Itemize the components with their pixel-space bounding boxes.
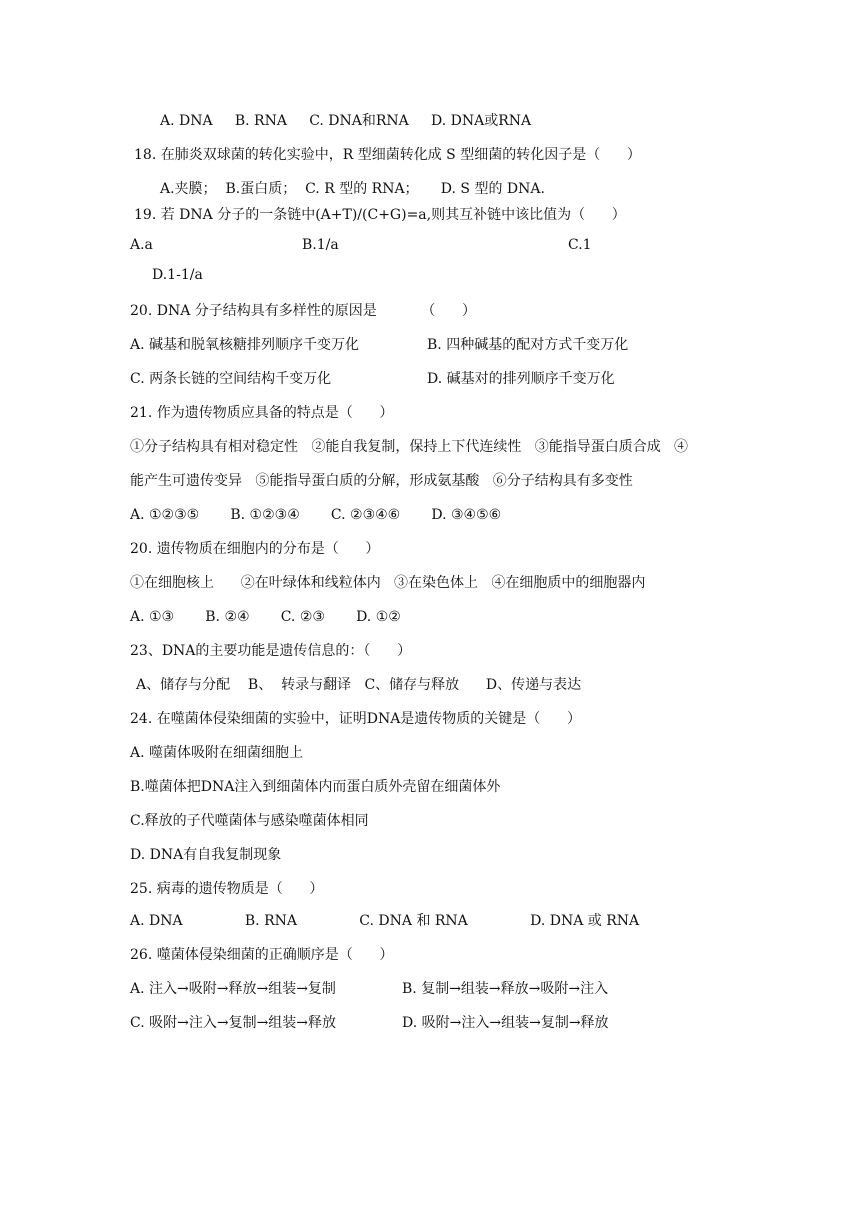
q18-options: A.夹膜； B.蛋白质； C. R 型的 RNA； D. S 型的 DNA. (160, 181, 545, 197)
q21-items-line1: ①分子结构具有相对稳定性 ②能自我复制，保持上下代连续性 ③能指导蛋白质合成 ④ (130, 439, 689, 455)
q18-stem: 18. 在肺炎双球菌的转化实验中，R 型细菌转化成 S 型细菌的转化因子是（ ） (134, 147, 641, 163)
q23-options: A、储存与分配 B、 转录与翻译 C、储存与释放 D、传递与表达 (136, 677, 582, 693)
q17-options: A. DNA B. RNA C. DNA和RNA D. DNA或RNA (160, 113, 532, 129)
q21-stem: 21. 作为遗传物质应具备的特点是（ ） (130, 405, 394, 421)
q21-items-line2: 能产生可遗传变异 ⑤能指导蛋白质的分解，形成氨基酸 ⑥分子结构具有多变性 (130, 473, 633, 489)
q26-option-b: B. 复制→组装→释放→吸附→注入 (402, 981, 609, 997)
q24-stem: 24. 在噬菌体侵染细菌的实验中，证明DNA是遗传物质的关键是（ ） (130, 711, 581, 727)
q21-options: A. ①②③⑤ B. ①②③④ C. ②③④⑥ D. ③④⑤⑥ (130, 507, 502, 523)
q20-option-a: A. 碱基和脱氧核糖排列顺序千变万化 (130, 337, 360, 353)
q19-option-a: A.a (130, 237, 153, 253)
q20-option-c: C. 两条长链的空间结构千变万化 (130, 371, 332, 387)
q24-option-b: B.噬菌体把DNA注入到细菌体内而蛋白质外壳留在细菌体外 (130, 779, 501, 795)
q26-option-d: D. 吸附→注入→组装→复制→释放 (402, 1015, 609, 1031)
q26-option-c: C. 吸附→注入→复制→组装→释放 (130, 1015, 337, 1031)
q26-stem: 26. 噬菌体侵染细菌的正确顺序是（ ） (130, 947, 394, 963)
q24-option-a: A. 噬菌体吸附在细菌细胞上 (130, 745, 304, 761)
q19-option-c: C.1 (568, 237, 592, 253)
q22-stem: 20. 遗传物质在细胞内的分布是（ ） (130, 541, 380, 557)
q22-options: A. ①③ B. ②④ C. ②③ D. ①② (130, 609, 401, 625)
q24-option-c: C.释放的子代噬菌体与感染噬菌体相同 (130, 813, 369, 829)
q25-stem: 25. 病毒的遗传物质是（ ） (130, 881, 324, 897)
q20-stem: 20. DNA 分子结构具有多样性的原因是 （ ） (130, 303, 476, 319)
q19-option-d: D.1-1/a (152, 267, 203, 283)
q26-option-a: A. 注入→吸附→释放→组装→复制 (130, 981, 336, 997)
q23-stem: 23、DNA的主要功能是遗传信息的：（ ） (130, 643, 412, 659)
q20-option-b: B. 四种碱基的配对方式千变万化 (427, 337, 629, 353)
q25-options: A. DNA B. RNA C. DNA 和 RNA D. DNA 或 RNA (130, 913, 640, 929)
q19-option-b: B.1/a (302, 237, 339, 253)
q20-option-d: D. 碱基对的排列顺序千变万化 (427, 371, 615, 387)
q22-items: ①在细胞核上 ②在叶绿体和线粒体内 ③在染色体上 ④在细胞质中的细胞器内 (130, 575, 646, 591)
q24-option-d: D. DNA有自我复制现象 (130, 847, 282, 863)
q19-stem: 19. 若 DNA 分子的一条链中(A+T)/(C+G)=a,则其互补链中该比值为（ ） (134, 207, 626, 223)
